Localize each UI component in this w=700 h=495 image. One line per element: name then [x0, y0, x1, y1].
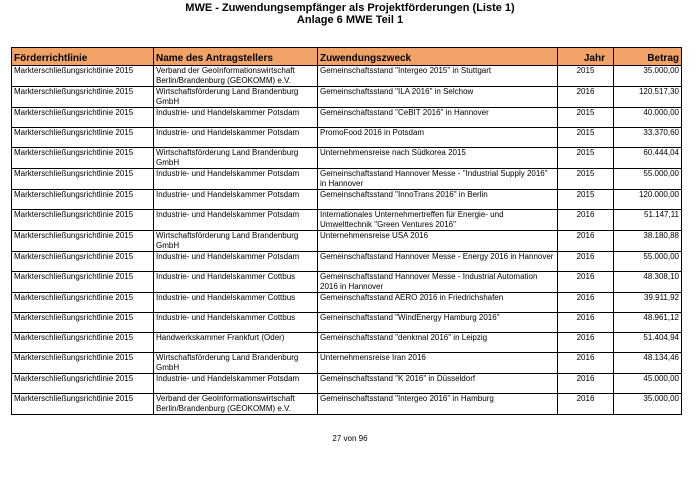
cell-richtlinie: Markterschließungsrichtlinie 2015	[12, 190, 154, 210]
cell-jahr: 2016	[558, 87, 614, 108]
cell-betrag: 55.000,00	[614, 169, 682, 190]
cell-antragsteller: Industrie- und Handelskammer Potsdam	[154, 128, 318, 148]
table-row	[12, 108, 682, 128]
cell-richtlinie: Markterschließungsrichtlinie 2015	[12, 333, 154, 353]
cell-zweck: Gemeinschaftsstand "CeBIT 2016" in Hannover	[318, 108, 558, 128]
cell-antragsteller: Industrie- und Handelskammer Cottbus	[154, 272, 318, 293]
cell-betrag: 39.911,92	[614, 293, 682, 313]
cell-betrag: 45.000,00	[614, 374, 682, 394]
cell-zweck: Unternehmensreise USA 2016	[318, 231, 558, 252]
cell-betrag: 55.000,00	[614, 252, 682, 272]
cell-richtlinie: Markterschließungsrichtlinie 2015	[12, 231, 154, 252]
table-row	[12, 394, 682, 415]
cell-richtlinie: Markterschließungsrichtlinie 2015	[12, 394, 154, 415]
cell-zweck: Gemeinschaftsstand "ILA 2016" in Selchow	[318, 87, 558, 108]
cell-richtlinie: Markterschließungsrichtlinie 2015	[12, 87, 154, 108]
cell-betrag: 35.000,00	[614, 66, 682, 87]
cell-zweck: Gemeinschaftsstand "InnoTrans 2016" in Berlin	[318, 190, 558, 210]
cell-richtlinie: Markterschließungsrichtlinie 2015	[12, 66, 154, 87]
cell-jahr: 2015	[558, 190, 614, 210]
cell-jahr: 2016	[558, 272, 614, 293]
cell-jahr: 2016	[558, 252, 614, 272]
table-row	[12, 128, 682, 148]
table-row	[12, 169, 682, 190]
cell-richtlinie: Markterschließungsrichtlinie 2015	[12, 313, 154, 333]
cell-betrag: 60.444,04	[614, 148, 682, 169]
header-zweck: Zuwendungszweck	[318, 48, 558, 66]
cell-jahr: 2016	[558, 231, 614, 252]
cell-betrag: 38.180,88	[614, 231, 682, 252]
cell-antragsteller: Industrie- und Handelskammer Potsdam	[154, 169, 318, 190]
header-jahr: Jahr	[558, 48, 614, 66]
cell-jahr: 2016	[558, 394, 614, 415]
cell-richtlinie: Markterschließungsrichtlinie 2015	[12, 108, 154, 128]
table-row	[12, 66, 682, 87]
cell-zweck: Gemeinschaftsstand "Intergeo 2016" in Hamburg	[318, 394, 558, 415]
cell-richtlinie: Markterschließungsrichtlinie 2015	[12, 293, 154, 313]
cell-antragsteller: Verband der GeoInformationswirtschaft Berlin/Brandenburg (GEOKOMM) e.V.	[154, 394, 318, 415]
cell-zweck: Gemeinschaftsstand "Intergeo 2015" in Stuttgart	[318, 66, 558, 87]
cell-jahr: 2015	[558, 108, 614, 128]
cell-richtlinie: Markterschließungsrichtlinie 2015	[12, 148, 154, 169]
table-row	[12, 333, 682, 353]
cell-antragsteller: Industrie- und Handelskammer Cottbus	[154, 313, 318, 333]
cell-richtlinie: Markterschließungsrichtlinie 2015	[12, 169, 154, 190]
table-row	[12, 231, 682, 252]
cell-jahr: 2015	[558, 66, 614, 87]
cell-jahr: 2016	[558, 293, 614, 313]
table-row	[12, 190, 682, 210]
cell-jahr: 2016	[558, 210, 614, 231]
cell-zweck: Gemeinschaftsstand "denkmal 2016" in Leipzig	[318, 333, 558, 353]
cell-betrag: 33.370,60	[614, 128, 682, 148]
header-antragsteller: Name des Antragstellers	[154, 48, 318, 66]
cell-antragsteller: Industrie- und Handelskammer Potsdam	[154, 210, 318, 231]
page-number: 27 von 96	[332, 434, 368, 443]
cell-antragsteller: Industrie- und Handelskammer Potsdam	[154, 190, 318, 210]
cell-antragsteller: Wirtschaftsförderung Land Brandenburg GmbH	[154, 148, 318, 169]
header-betrag: Betrag	[614, 48, 682, 66]
cell-zweck: Unternehmensreise nach Südkorea 2015	[318, 148, 558, 169]
cell-zweck: Gemeinschaftsstand AERO 2016 in Friedrichshafen	[318, 293, 558, 313]
cell-antragsteller: Verband der GeoInformationswirtschaft Berlin/Brandenburg (GEOKOMM) e.V.	[154, 66, 318, 87]
cell-zweck: Unternehmensreise Iran 2016	[318, 353, 558, 374]
funding-table	[11, 47, 682, 415]
cell-jahr: 2016	[558, 353, 614, 374]
cell-richtlinie: Markterschließungsrichtlinie 2015	[12, 272, 154, 293]
table-row	[12, 293, 682, 313]
table-header-row	[12, 48, 682, 66]
table-row	[12, 210, 682, 231]
cell-jahr: 2015	[558, 128, 614, 148]
cell-zweck: Gemeinschaftsstand Hannover Messe - Industrial Automation 2016 in Hannover	[318, 272, 558, 293]
table-row	[12, 374, 682, 394]
cell-richtlinie: Markterschließungsrichtlinie 2015	[12, 128, 154, 148]
cell-antragsteller: Wirtschaftsförderung Land Brandenburg GmbH	[154, 353, 318, 374]
cell-zweck: Gemeinschaftsstand Hannover Messe - Energy 2016 in Hannover	[318, 252, 558, 272]
cell-zweck: Gemeinschaftsstand "K 2016" in Düsseldorf	[318, 374, 558, 394]
table-row	[12, 87, 682, 108]
cell-zweck: PromoFood 2016 in Potsdam	[318, 128, 558, 148]
cell-richtlinie: Markterschließungsrichtlinie 2015	[12, 210, 154, 231]
cell-jahr: 2016	[558, 333, 614, 353]
table-row	[12, 353, 682, 374]
cell-antragsteller: Industrie- und Handelskammer Potsdam	[154, 108, 318, 128]
cell-zweck: Internationales Unternehmertreffen für Energie- und Umwelttechnik "Green Ventures 2016"	[318, 210, 558, 231]
table-row	[12, 272, 682, 293]
cell-betrag: 48.134,46	[614, 353, 682, 374]
cell-richtlinie: Markterschließungsrichtlinie 2015	[12, 353, 154, 374]
cell-betrag: 48.308,10	[614, 272, 682, 293]
cell-jahr: 2016	[558, 374, 614, 394]
cell-jahr: 2015	[558, 169, 614, 190]
header-richtlinie: Förderrichtlinie	[12, 48, 154, 66]
cell-antragsteller: Industrie- und Handelskammer Cottbus	[154, 293, 318, 313]
cell-antragsteller: Handwerkskammer Frankfurt (Oder)	[154, 333, 318, 353]
table-row	[12, 252, 682, 272]
cell-betrag: 40.000,00	[614, 108, 682, 128]
cell-jahr: 2016	[558, 313, 614, 333]
cell-antragsteller: Wirtschaftsförderung Land Brandenburg GmbH	[154, 87, 318, 108]
cell-betrag: 120.517,30	[614, 87, 682, 108]
cell-zweck: Gemeinschaftsstand "WindEnergy Hamburg 2016"	[318, 313, 558, 333]
document-title: MWE - Zuwendungsempfänger als Projektförderungen (Liste 1)	[185, 2, 515, 14]
cell-betrag: 35.000,00	[614, 394, 682, 415]
cell-betrag: 51.404,94	[614, 333, 682, 353]
cell-richtlinie: Markterschließungsrichtlinie 2015	[12, 252, 154, 272]
table-row	[12, 148, 682, 169]
cell-richtlinie: Markterschließungsrichtlinie 2015	[12, 374, 154, 394]
cell-jahr: 2015	[558, 148, 614, 169]
cell-betrag: 48.961,12	[614, 313, 682, 333]
document-subtitle: Anlage 6 MWE Teil 1	[296, 14, 404, 26]
cell-antragsteller: Industrie- und Handelskammer Potsdam	[154, 252, 318, 272]
cell-antragsteller: Wirtschaftsförderung Land Brandenburg GmbH	[154, 231, 318, 252]
table-row	[12, 313, 682, 333]
cell-betrag: 120.000,00	[614, 190, 682, 210]
cell-antragsteller: Industrie- und Handelskammer Potsdam	[154, 374, 318, 394]
cell-betrag: 51.147,11	[614, 210, 682, 231]
cell-zweck: Gemeinschaftsstand Hannover Messe - "Industrial Supply 2016" in Hannover	[318, 169, 558, 190]
